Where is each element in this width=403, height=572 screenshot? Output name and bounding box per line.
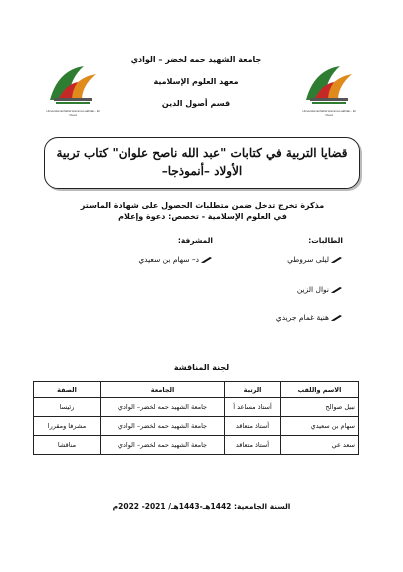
member-role: رئيسا xyxy=(34,398,101,417)
supervisor-name: د– سهام بن سعيدي xyxy=(138,255,199,264)
member-rank: أستاذ متعاقد xyxy=(225,417,281,436)
student-item xyxy=(287,255,343,264)
memo-description xyxy=(30,200,375,222)
memo-line1: مذكرة تخرج تدخل ضمن متطلبات الحصول على شهادة الماستر xyxy=(80,201,325,210)
student-name: نوال الزين xyxy=(296,285,329,294)
member-role: مناقشا xyxy=(34,436,101,455)
institute-name: معهد العلوم الإسلامية xyxy=(153,77,239,86)
students-label: الطالبات: xyxy=(308,236,343,245)
pen-icon xyxy=(331,314,343,321)
member-university: جامعة الشهيد حمه لخضر– الوادي xyxy=(101,436,225,455)
column-header: الرتبة xyxy=(225,382,281,398)
pen-icon xyxy=(201,256,213,263)
member-name: سعد عي xyxy=(281,436,359,455)
member-university: جامعة الشهيد حمه لخضر– الوادي xyxy=(101,398,225,417)
supervisor-item xyxy=(138,255,213,264)
university-emblem-icon xyxy=(44,60,102,110)
member-role: مشرفا ومقررا xyxy=(34,417,101,436)
memo-line2: في العلوم الإسلامية - تخصص: دعوة وإعلام xyxy=(118,212,287,221)
table-row xyxy=(34,398,359,417)
column-header: الاسم واللقب xyxy=(281,382,359,398)
supervisor-label: المشرفة: xyxy=(177,236,213,245)
table-header-row xyxy=(34,382,359,398)
committee-title: لجنة المناقشة xyxy=(173,363,230,372)
student-name: ليلى سروطي xyxy=(287,255,329,264)
university-name: جامعة الشهيد حمه لخضر – الوادي xyxy=(130,55,262,64)
university-emblem-icon xyxy=(300,60,358,110)
university-logo-left xyxy=(44,60,102,118)
committee-table xyxy=(33,381,359,455)
student-name: هنية غمام جريدي xyxy=(275,313,329,322)
column-header: الجامعة xyxy=(101,382,225,398)
member-name: نبيل صوالح xyxy=(281,398,359,417)
table-row xyxy=(34,417,359,436)
academic-year: السنة الجامعية: 1442هـ-1443هـ/ 2021- 2022م xyxy=(112,502,291,511)
column-header: الصفة xyxy=(34,382,101,398)
member-rank: أستاذ متعاقد xyxy=(225,436,281,455)
university-logo-right xyxy=(300,60,358,118)
thesis-title-box xyxy=(44,137,360,189)
member-name: سهام بن سعيدي xyxy=(281,417,359,436)
university-header xyxy=(101,54,291,109)
department-name: قسم أصول الدين xyxy=(161,99,231,108)
logo-caption: Université Echahid Hamma Lakhdar - El Oued xyxy=(302,109,356,117)
student-item xyxy=(297,285,343,294)
thesis-title-line2: الأولاد –أنموذجا– xyxy=(161,164,243,178)
table-row xyxy=(34,436,359,455)
pen-icon xyxy=(331,286,343,293)
logo-caption: Université Echahid Hamma Lakhdar - El Oued xyxy=(46,109,100,117)
student-item xyxy=(276,313,343,322)
member-university: جامعة الشهيد حمه لخضر– الوادي xyxy=(101,417,225,436)
pen-icon xyxy=(331,256,343,263)
thesis-title-line1: قضايا التربية في كتابات "عبد الله ناصح علوان" كتاب تربية xyxy=(56,146,348,160)
member-rank: أستاذ مساعد أ xyxy=(225,398,281,417)
